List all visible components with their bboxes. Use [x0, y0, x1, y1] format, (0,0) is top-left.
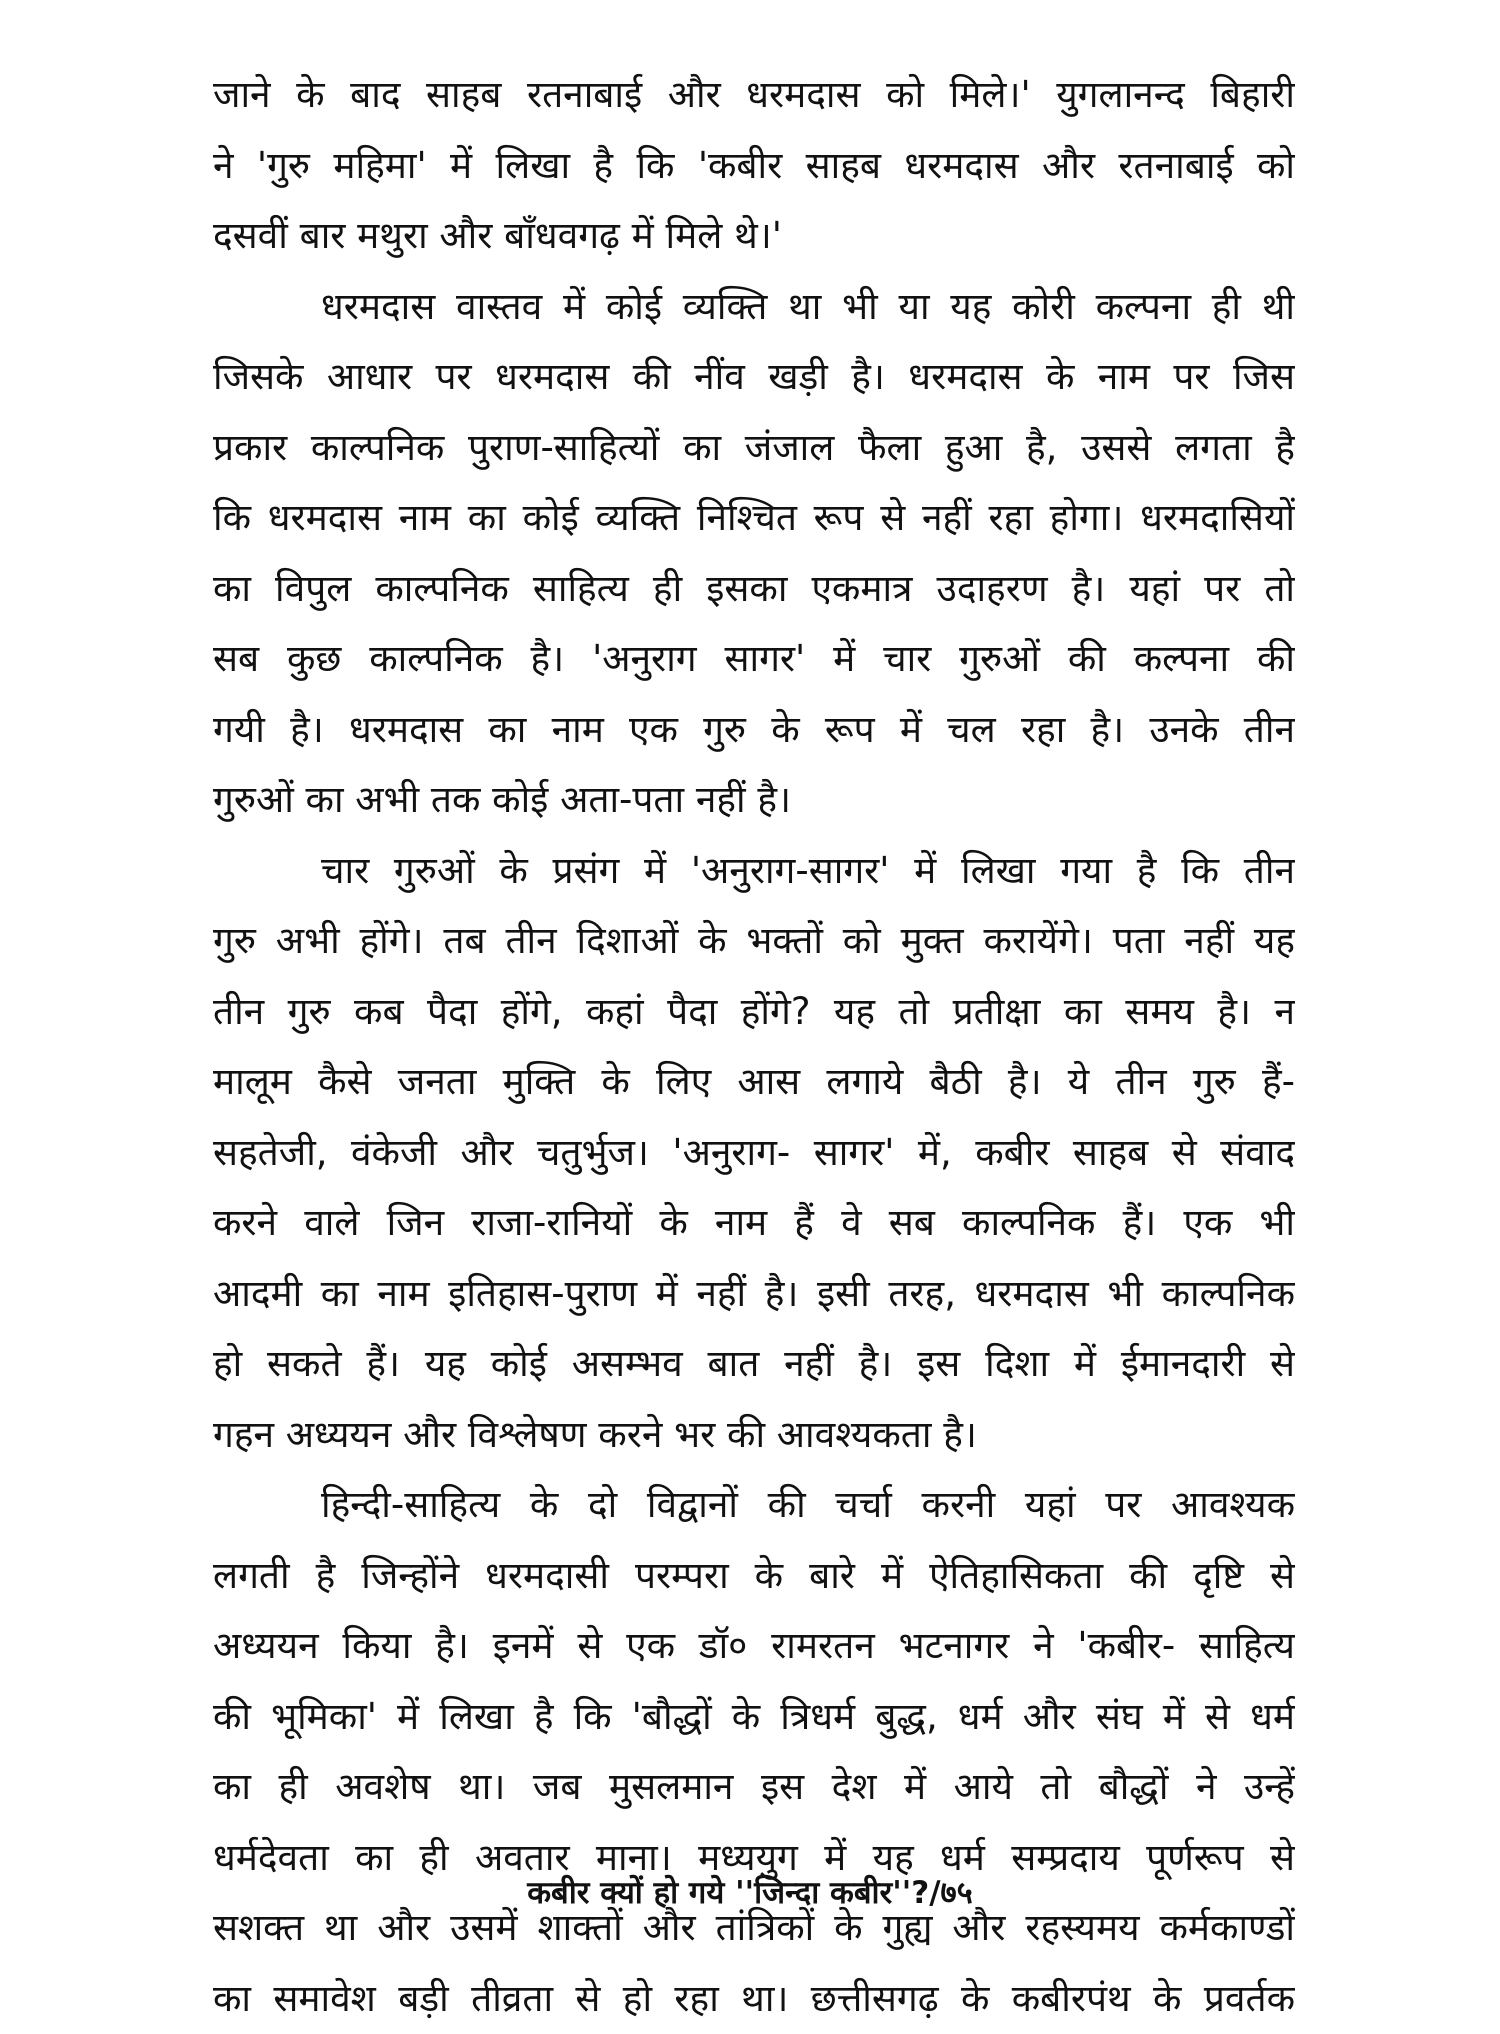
text-line: धर्मदेवता का ही अवतार माना। मध्ययुग में यह धर्म सम्प्रदाय पूर्णरूप से — [213, 1823, 1295, 1894]
text-line: गुरुओं का अभी तक कोई अता-पता नहीं है। — [213, 765, 1295, 836]
text-line: कि धरमदास नाम का कोई व्यक्ति निश्चित रूप से नहीं रहा होगा। धरमदासियों — [213, 483, 1295, 554]
paragraph-first-line: धरमदास वास्तव में कोई व्यक्ति था भी या यह कोरी कल्पना ही थी — [213, 272, 1295, 343]
text-line: सहतेजी, वंकेजी और चतुर्भुज। 'अनुराग- सागर' में, कबीर साहब से संवाद — [213, 1118, 1295, 1189]
text-line: हो सकते हैं। यह कोई असम्भव बात नहीं है। इस दिशा में ईमानदारी से — [213, 1329, 1295, 1400]
text-line: दसवीं बार मथुरा और बाँधवगढ़ में मिले थे।' — [213, 201, 1295, 272]
paragraph-first-line: हिन्दी-साहित्य के दो विद्वानों की चर्चा करनी यहां पर आवश्यक — [213, 1470, 1295, 1541]
text-line: प्रकार काल्पनिक पुराण-साहित्यों का जंजाल फैला हुआ है, उससे लगता है — [213, 413, 1295, 484]
text-line: करने वाले जिन राजा-रानियों के नाम हैं वे सब काल्पनिक हैं। एक भी — [213, 1188, 1295, 1259]
paragraph-first-line: चार गुरुओं के प्रसंग में 'अनुराग-सागर' में लिखा गया है कि तीन — [213, 836, 1295, 907]
text-line: अध्ययन किया है। इनमें से एक डॉ० रामरतन भटनागर ने 'कबीर- साहित्य — [213, 1611, 1295, 1682]
text-line: मालूम कैसे जनता मुक्ति के लिए आस लगाये बैठी है। ये तीन गुरु हैं- — [213, 1047, 1295, 1118]
text-line: ने 'गुरु महिमा' में लिखा है कि 'कबीर साहब धरमदास और रतनाबाई को — [213, 131, 1295, 202]
text-line: सब कुछ काल्पनिक है। 'अनुराग सागर' में चार गुरुओं की कल्पना की — [213, 624, 1295, 695]
page-footer: कबीर क्यों हो गये ''जिन्दा कबीर''?/७५ — [0, 1868, 1500, 1918]
text-line: जिसके आधार पर धरमदास की नींव खड़ी है। धरमदास के नाम पर जिस — [213, 342, 1295, 413]
text-line: आदमी का नाम इतिहास-पुराण में नहीं है। इसी तरह, धरमदास भी काल्पनिक — [213, 1259, 1295, 1330]
text-line: सशक्त था और उसमें शाक्तों और तांत्रिकों के गुह्य और रहस्यमय कर्मकाण्डों — [213, 1893, 1295, 1964]
text-line: लगती है जिन्होंने धरमदासी परम्परा के बारे में ऐतिहासिकता की दृष्टि से — [213, 1541, 1295, 1612]
text-line: का समावेश बड़ी तीव्रता से हो रहा था। छत्तीसगढ़ के कबीरपंथ के प्रवर्तक — [213, 1964, 1295, 2034]
text-line: का ही अवशेष था। जब मुसलमान इस देश में आये तो बौद्धों ने उन्हें — [213, 1752, 1295, 1823]
page-body-text — [213, 60, 1295, 2034]
text-line: गयी है। धरमदास का नाम एक गुरु के रूप में चल रहा है। उनके तीन — [213, 695, 1295, 766]
text-line: गुरु अभी होंगे। तब तीन दिशाओं के भक्तों को मुक्त करायेंगे। पता नहीं यह — [213, 906, 1295, 977]
text-line: का विपुल काल्पनिक साहित्य ही इसका एकमात्र उदाहरण है। यहां पर तो — [213, 554, 1295, 625]
text-line: गहन अध्ययन और विश्लेषण करने भर की आवश्यकता है। — [213, 1400, 1295, 1471]
text-line: की भूमिका' में लिखा है कि 'बौद्धों के त्रिधर्म बुद्ध, धर्म और संघ में से धर्म — [213, 1682, 1295, 1753]
text-line: जाने के बाद साहब रतनाबाई और धरमदास को मिले।' युगलानन्द बिहारी — [213, 60, 1295, 131]
text-line: तीन गुरु कब पैदा होंगे, कहां पैदा होंगे? यह तो प्रतीक्षा का समय है। न — [213, 977, 1295, 1048]
